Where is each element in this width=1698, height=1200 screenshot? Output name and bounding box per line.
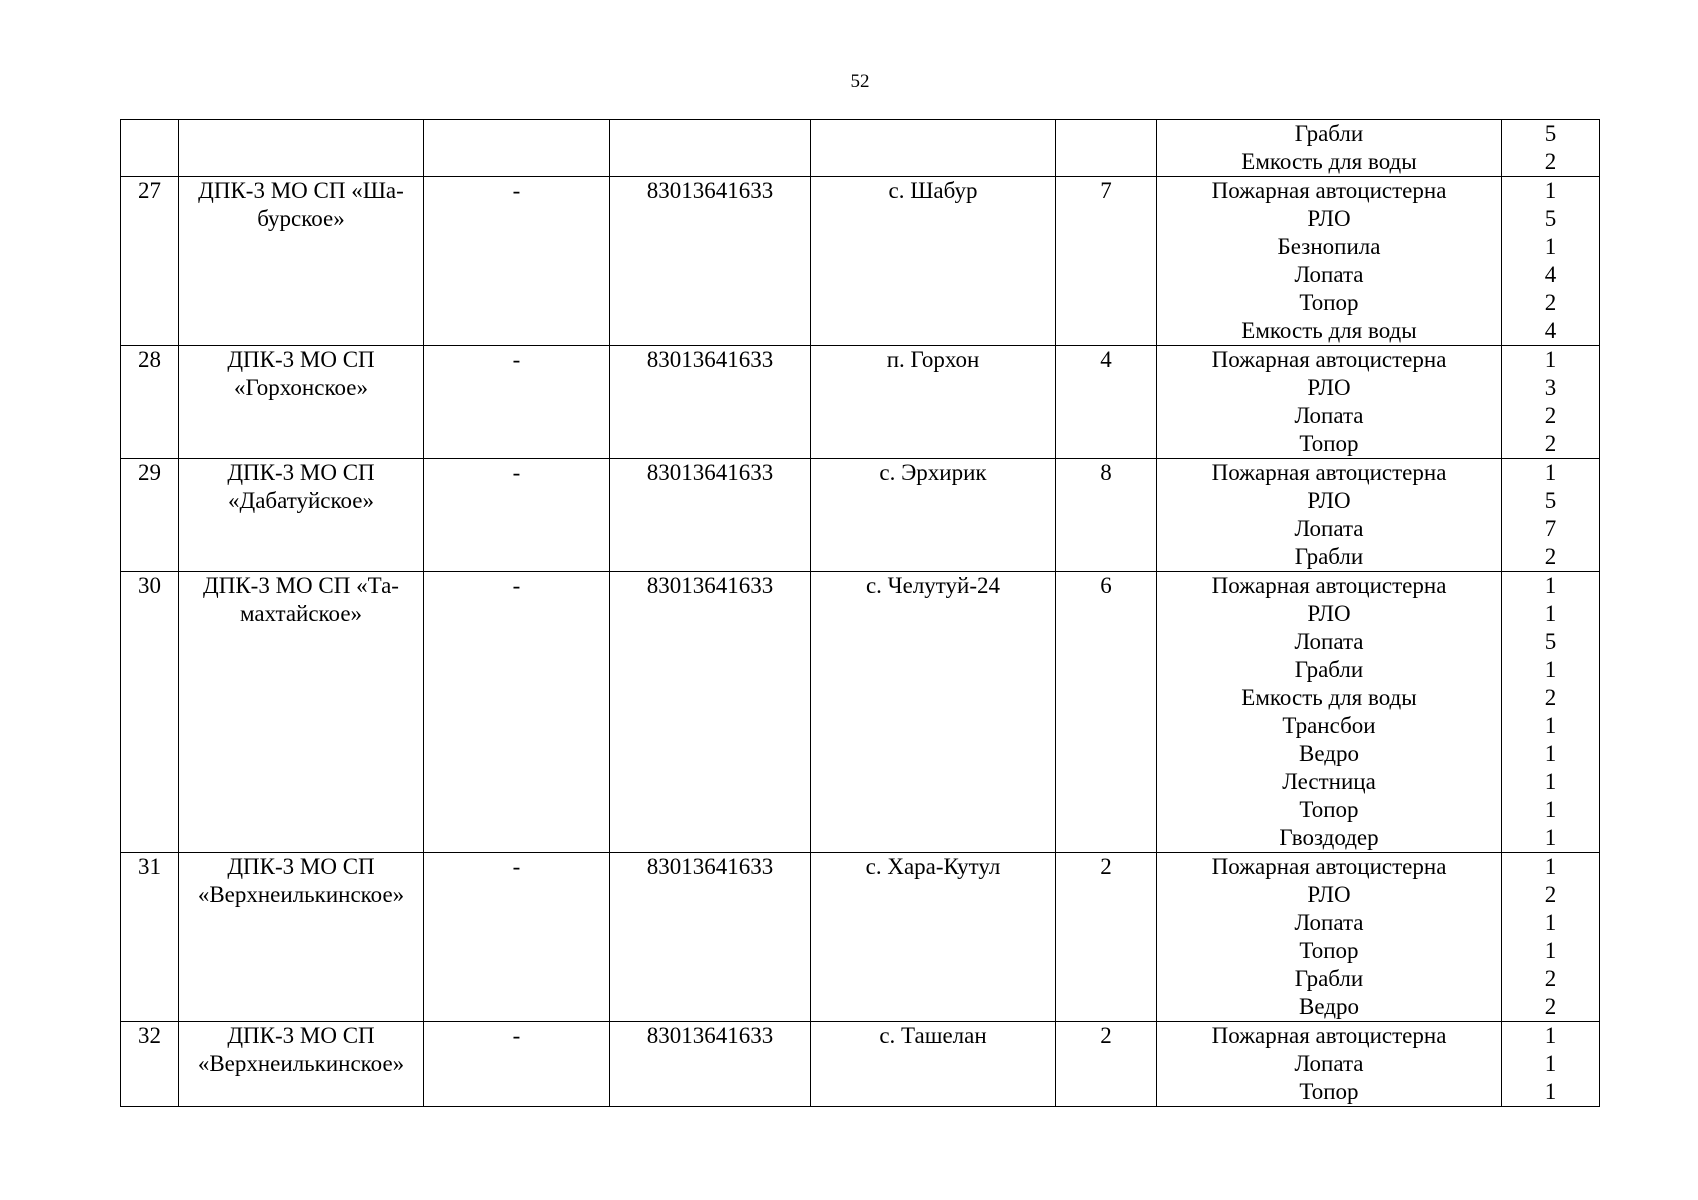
equipment-item: Лопата xyxy=(1294,516,1364,541)
equipment-quantity: 2 xyxy=(1544,149,1557,174)
equipment-item: РЛО xyxy=(1307,601,1351,626)
equipment-item: Грабли xyxy=(1294,657,1364,682)
equipment-quantity: 7 xyxy=(1544,516,1557,541)
quantity-list-cell xyxy=(1502,346,1600,459)
row-number-cell: 31 xyxy=(121,853,179,1022)
row-number-cell: 29 xyxy=(121,459,179,572)
people-count-cell: 2 xyxy=(1056,1022,1157,1107)
row-number-cell: 28 xyxy=(121,346,179,459)
equipment-quantity: 2 xyxy=(1544,882,1557,907)
equipment-item: Пожарная автоцистерна xyxy=(1211,460,1447,485)
organization-cell: ДПК-3 МО СП «Ша-бурское» xyxy=(179,177,424,346)
equipment-list-cell xyxy=(1157,1022,1502,1107)
contact-cell: - xyxy=(424,346,610,459)
phone-cell: 83013641633 xyxy=(610,1022,811,1107)
table-row xyxy=(121,346,1600,459)
equipment-quantity: 1 xyxy=(1544,910,1557,935)
equipment-quantity: 2 xyxy=(1544,966,1557,991)
phone-cell: 83013641633 xyxy=(610,346,811,459)
equipment-quantity: 1 xyxy=(1544,938,1557,963)
location-cell: с. Хара-Кутул xyxy=(811,853,1056,1022)
people-count-cell: 8 xyxy=(1056,459,1157,572)
equipment-quantity: 1 xyxy=(1544,601,1557,626)
people-count-cell: 4 xyxy=(1056,346,1157,459)
equipment-item: Лестница xyxy=(1282,769,1376,794)
equipment-list-cell xyxy=(1157,459,1502,572)
equipment-item: Лопата xyxy=(1294,1051,1364,1076)
people-count-cell: 7 xyxy=(1056,177,1157,346)
equipment-quantity: 1 xyxy=(1544,741,1557,766)
phone-cell: 83013641633 xyxy=(610,459,811,572)
equipment-quantity: 1 xyxy=(1544,854,1557,879)
equipment-quantity: 1 xyxy=(1544,713,1557,738)
organization-cell: ДПК-3 МО СП «Верхнеилькинское» xyxy=(179,1022,424,1107)
equipment-quantity: 2 xyxy=(1544,290,1557,315)
table-row xyxy=(121,572,1600,853)
equipment-item: Лопата xyxy=(1294,403,1364,428)
equipment-item: Топор xyxy=(1299,1079,1359,1104)
equipment-quantity: 2 xyxy=(1544,994,1557,1019)
equipment-item: РЛО xyxy=(1307,488,1351,513)
equipment-item: Гвоздодер xyxy=(1279,825,1379,850)
organization-cell: ДПК-3 МО СП «Горхонское» xyxy=(179,346,424,459)
row-number-cell: 32 xyxy=(121,1022,179,1107)
equipment-item: Пожарная автоцистерна xyxy=(1211,573,1447,598)
equipment-item: РЛО xyxy=(1307,882,1351,907)
equipment-quantity: 2 xyxy=(1544,685,1557,710)
location-cell xyxy=(811,120,1056,177)
equipment-quantity: 4 xyxy=(1544,262,1557,287)
phone-cell xyxy=(610,120,811,177)
equipment-quantity: 1 xyxy=(1544,825,1557,850)
people-count-cell xyxy=(1056,120,1157,177)
location-cell: с. Шабур xyxy=(811,177,1056,346)
equipment-item: Лопата xyxy=(1294,262,1364,287)
equipment-item: Пожарная автоцистерна xyxy=(1211,1023,1447,1048)
equipment-item: Топор xyxy=(1299,938,1359,963)
location-cell: с. Эрхирик xyxy=(811,459,1056,572)
quantity-list-cell xyxy=(1502,853,1600,1022)
location-cell: п. Горхон xyxy=(811,346,1056,459)
equipment-quantity: 1 xyxy=(1544,234,1557,259)
equipment-quantity: 5 xyxy=(1544,206,1557,231)
equipment-quantity: 1 xyxy=(1544,1023,1557,1048)
contact-cell: - xyxy=(424,459,610,572)
equipment-item: Пожарная автоцистерна xyxy=(1211,178,1447,203)
equipment-quantity: 2 xyxy=(1544,431,1557,456)
equipment-list-cell xyxy=(1157,177,1502,346)
equipment-quantity: 2 xyxy=(1544,544,1557,569)
equipment-item: Грабли xyxy=(1294,966,1364,991)
equipment-list-cell xyxy=(1157,853,1502,1022)
people-count-cell: 2 xyxy=(1056,853,1157,1022)
location-cell: с. Челутуй-24 xyxy=(811,572,1056,853)
organization-cell: ДПК-3 МО СП «Верхнеилькинское» xyxy=(179,853,424,1022)
equipment-item: Емкость для воды xyxy=(1241,685,1417,710)
equipment-item: Топор xyxy=(1299,797,1359,822)
equipment-item: Пожарная автоцистерна xyxy=(1211,854,1447,879)
table-row xyxy=(121,853,1600,1022)
contact-cell: - xyxy=(424,177,610,346)
equipment-list-cell xyxy=(1157,572,1502,853)
equipment-item: РЛО xyxy=(1307,375,1351,400)
equipment-quantity: 4 xyxy=(1544,318,1557,343)
equipment-item: РЛО xyxy=(1307,206,1351,231)
equipment-quantity: 5 xyxy=(1544,121,1557,146)
quantity-list-cell xyxy=(1502,459,1600,572)
page-number: 52 xyxy=(850,71,870,92)
quantity-list-cell xyxy=(1502,572,1600,853)
equipment-item: Ведро xyxy=(1299,994,1359,1019)
contact-cell: - xyxy=(424,572,610,853)
equipment-item: Емкость для воды xyxy=(1241,149,1417,174)
equipment-quantity: 2 xyxy=(1544,403,1557,428)
equipment-item: Пожарная автоцистерна xyxy=(1211,347,1447,372)
equipment-list-cell xyxy=(1157,120,1502,177)
table-body xyxy=(121,120,1600,1107)
row-number-cell: 27 xyxy=(121,177,179,346)
equipment-quantity: 1 xyxy=(1544,769,1557,794)
equipment-item: Емкость для воды xyxy=(1241,318,1417,343)
equipment-item: Грабли xyxy=(1294,121,1364,146)
equipment-table xyxy=(120,119,1600,1107)
row-number-cell xyxy=(121,120,179,177)
table-row xyxy=(121,459,1600,572)
contact-cell: - xyxy=(424,1022,610,1107)
organization-cell: ДПК-3 МО СП «Та-махтайское» xyxy=(179,572,424,853)
equipment-quantity: 1 xyxy=(1544,657,1557,682)
equipment-quantity: 1 xyxy=(1544,347,1557,372)
phone-cell: 83013641633 xyxy=(610,177,811,346)
equipment-item: Безнопила xyxy=(1277,234,1381,259)
organization-cell xyxy=(179,120,424,177)
equipment-item: Грабли xyxy=(1294,544,1364,569)
equipment-quantity: 1 xyxy=(1544,1051,1557,1076)
equipment-item: Лопата xyxy=(1294,910,1364,935)
equipment-item: Топор xyxy=(1299,290,1359,315)
equipment-list-cell xyxy=(1157,346,1502,459)
row-number-cell: 30 xyxy=(121,572,179,853)
contact-cell xyxy=(424,120,610,177)
equipment-item: Трансбои xyxy=(1282,713,1376,738)
quantity-list-cell xyxy=(1502,177,1600,346)
equipment-quantity: 1 xyxy=(1544,797,1557,822)
phone-cell: 83013641633 xyxy=(610,572,811,853)
equipment-quantity: 5 xyxy=(1544,629,1557,654)
people-count-cell: 6 xyxy=(1056,572,1157,853)
quantity-list-cell xyxy=(1502,1022,1600,1107)
equipment-quantity: 1 xyxy=(1544,1079,1557,1104)
contact-cell: - xyxy=(424,853,610,1022)
equipment-quantity: 1 xyxy=(1544,460,1557,485)
table-row xyxy=(121,1022,1600,1107)
table-row xyxy=(121,120,1600,177)
phone-cell: 83013641633 xyxy=(610,853,811,1022)
equipment-quantity: 1 xyxy=(1544,573,1557,598)
equipment-item: Лопата xyxy=(1294,629,1364,654)
equipment-quantity: 3 xyxy=(1544,375,1557,400)
equipment-item: Ведро xyxy=(1299,741,1359,766)
table-row xyxy=(121,177,1600,346)
organization-cell: ДПК-3 МО СП «Дабатуйское» xyxy=(179,459,424,572)
location-cell: с. Ташелан xyxy=(811,1022,1056,1107)
equipment-quantity: 1 xyxy=(1544,178,1557,203)
equipment-quantity: 5 xyxy=(1544,488,1557,513)
quantity-list-cell xyxy=(1502,120,1600,177)
equipment-item: Топор xyxy=(1299,431,1359,456)
